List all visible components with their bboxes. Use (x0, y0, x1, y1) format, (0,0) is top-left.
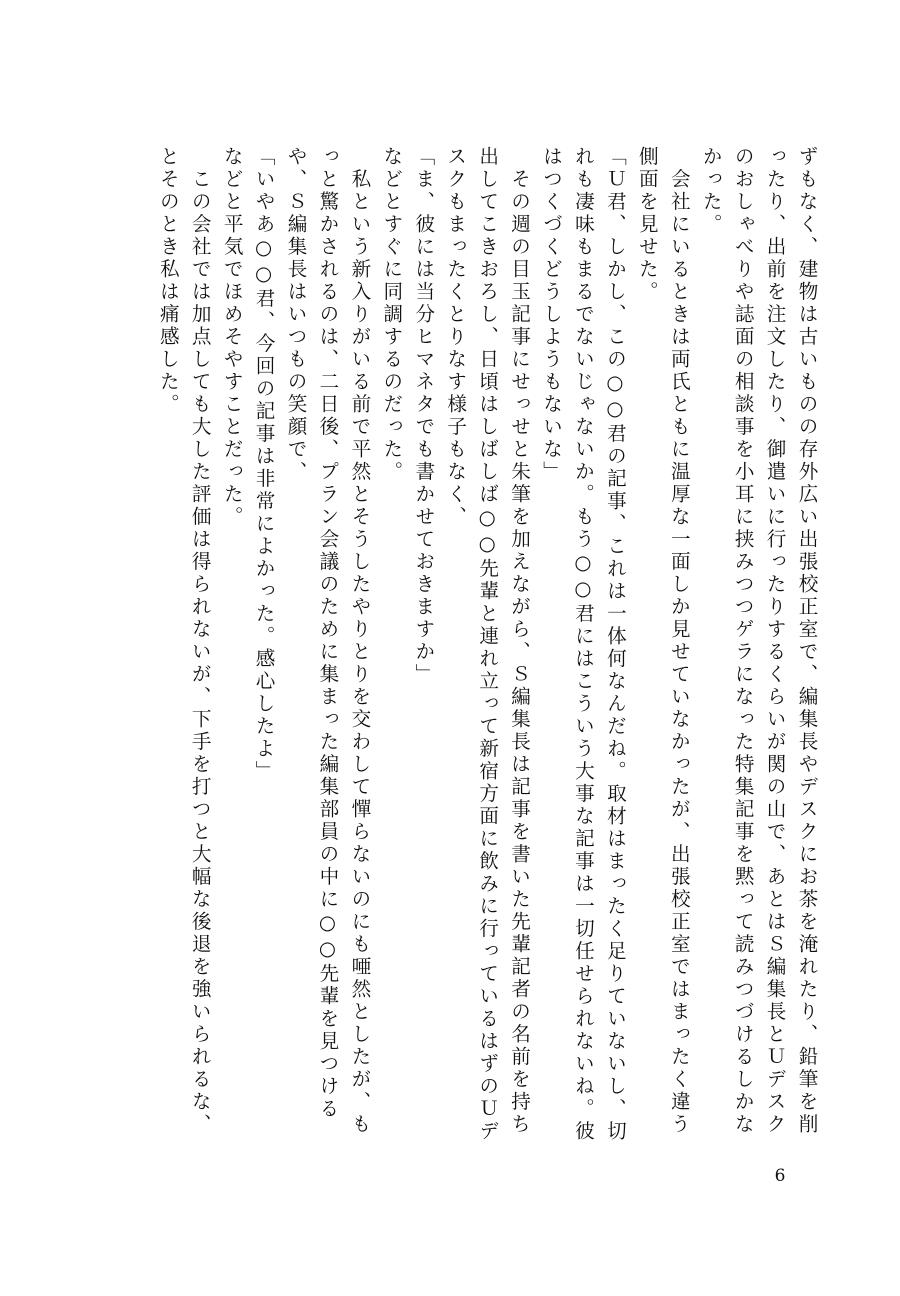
paragraph: ずもなく、建物は古いものの存外広い出張校正室で、編集長やデスクにお茶を淹れたり、鉛筆を削ったり、出前を注文したり、御遣いに行ったりするくらいが関の山で、あとはＳ編集長とＵデスクのおしゃべりや誌面の相談事を小耳に挟みつつゲラになった特集記事を黙って読みつづけるしかなかった。 (699, 146, 818, 1136)
page-number: 6 (774, 1166, 786, 1186)
paragraph: などとすぐに同調するのだった。 (379, 146, 403, 484)
paragraph: などと平気でほめそやすことだった。 (220, 146, 244, 529)
paragraph: 「Ｕ君、しかし、この○○君の記事、これは一体何なんだね。取材はまったく足りていないし、切れも凄味もまるでないじゃないか。もう○○君にはこういう大事な記事は一切任せられないね。彼はつくづくどうしようもないな」 (539, 146, 627, 1143)
paragraph: 会社にいるときは両氏ともに温厚な一面しか見せていなかったが、出張校正室ではまったく違う側面を見せた。 (635, 146, 691, 1136)
paragraph: 「ま、彼には当分ヒマネタでも書かせておきますか」 (411, 146, 435, 686)
paragraph: この会社では加点しても大した評価は得られないが、下手を打つと大幅な後退を強いられるな、とそのとき私は痛感した。 (156, 146, 212, 1136)
paragraph: その週の目玉記事にせっせと朱筆を加えながら、Ｓ編集長は記事を書いた先輩記者の名前を持ち出してこきおろし、日頃はしばしば○○先輩と連れ立って新宿方面に飲みに行っているはずのＵデスクもまったくとりなす様子もなく、 (443, 146, 531, 1143)
paragraph: 「いやあ○○君、今回の記事は非常によかった。感心したよ」 (252, 146, 276, 783)
paragraph: 私という新入りがいる前で平然とそうしたやりとりを交わして憚らないのにも唖然としたが、もっと驚かされるのは、二日後、プラン会議のために集まった編集部員の中に○○先輩を見つけるや、Ｓ編集長はいつもの笑顔で、 (284, 146, 371, 1136)
vertical-body-text (62, 146, 822, 1146)
